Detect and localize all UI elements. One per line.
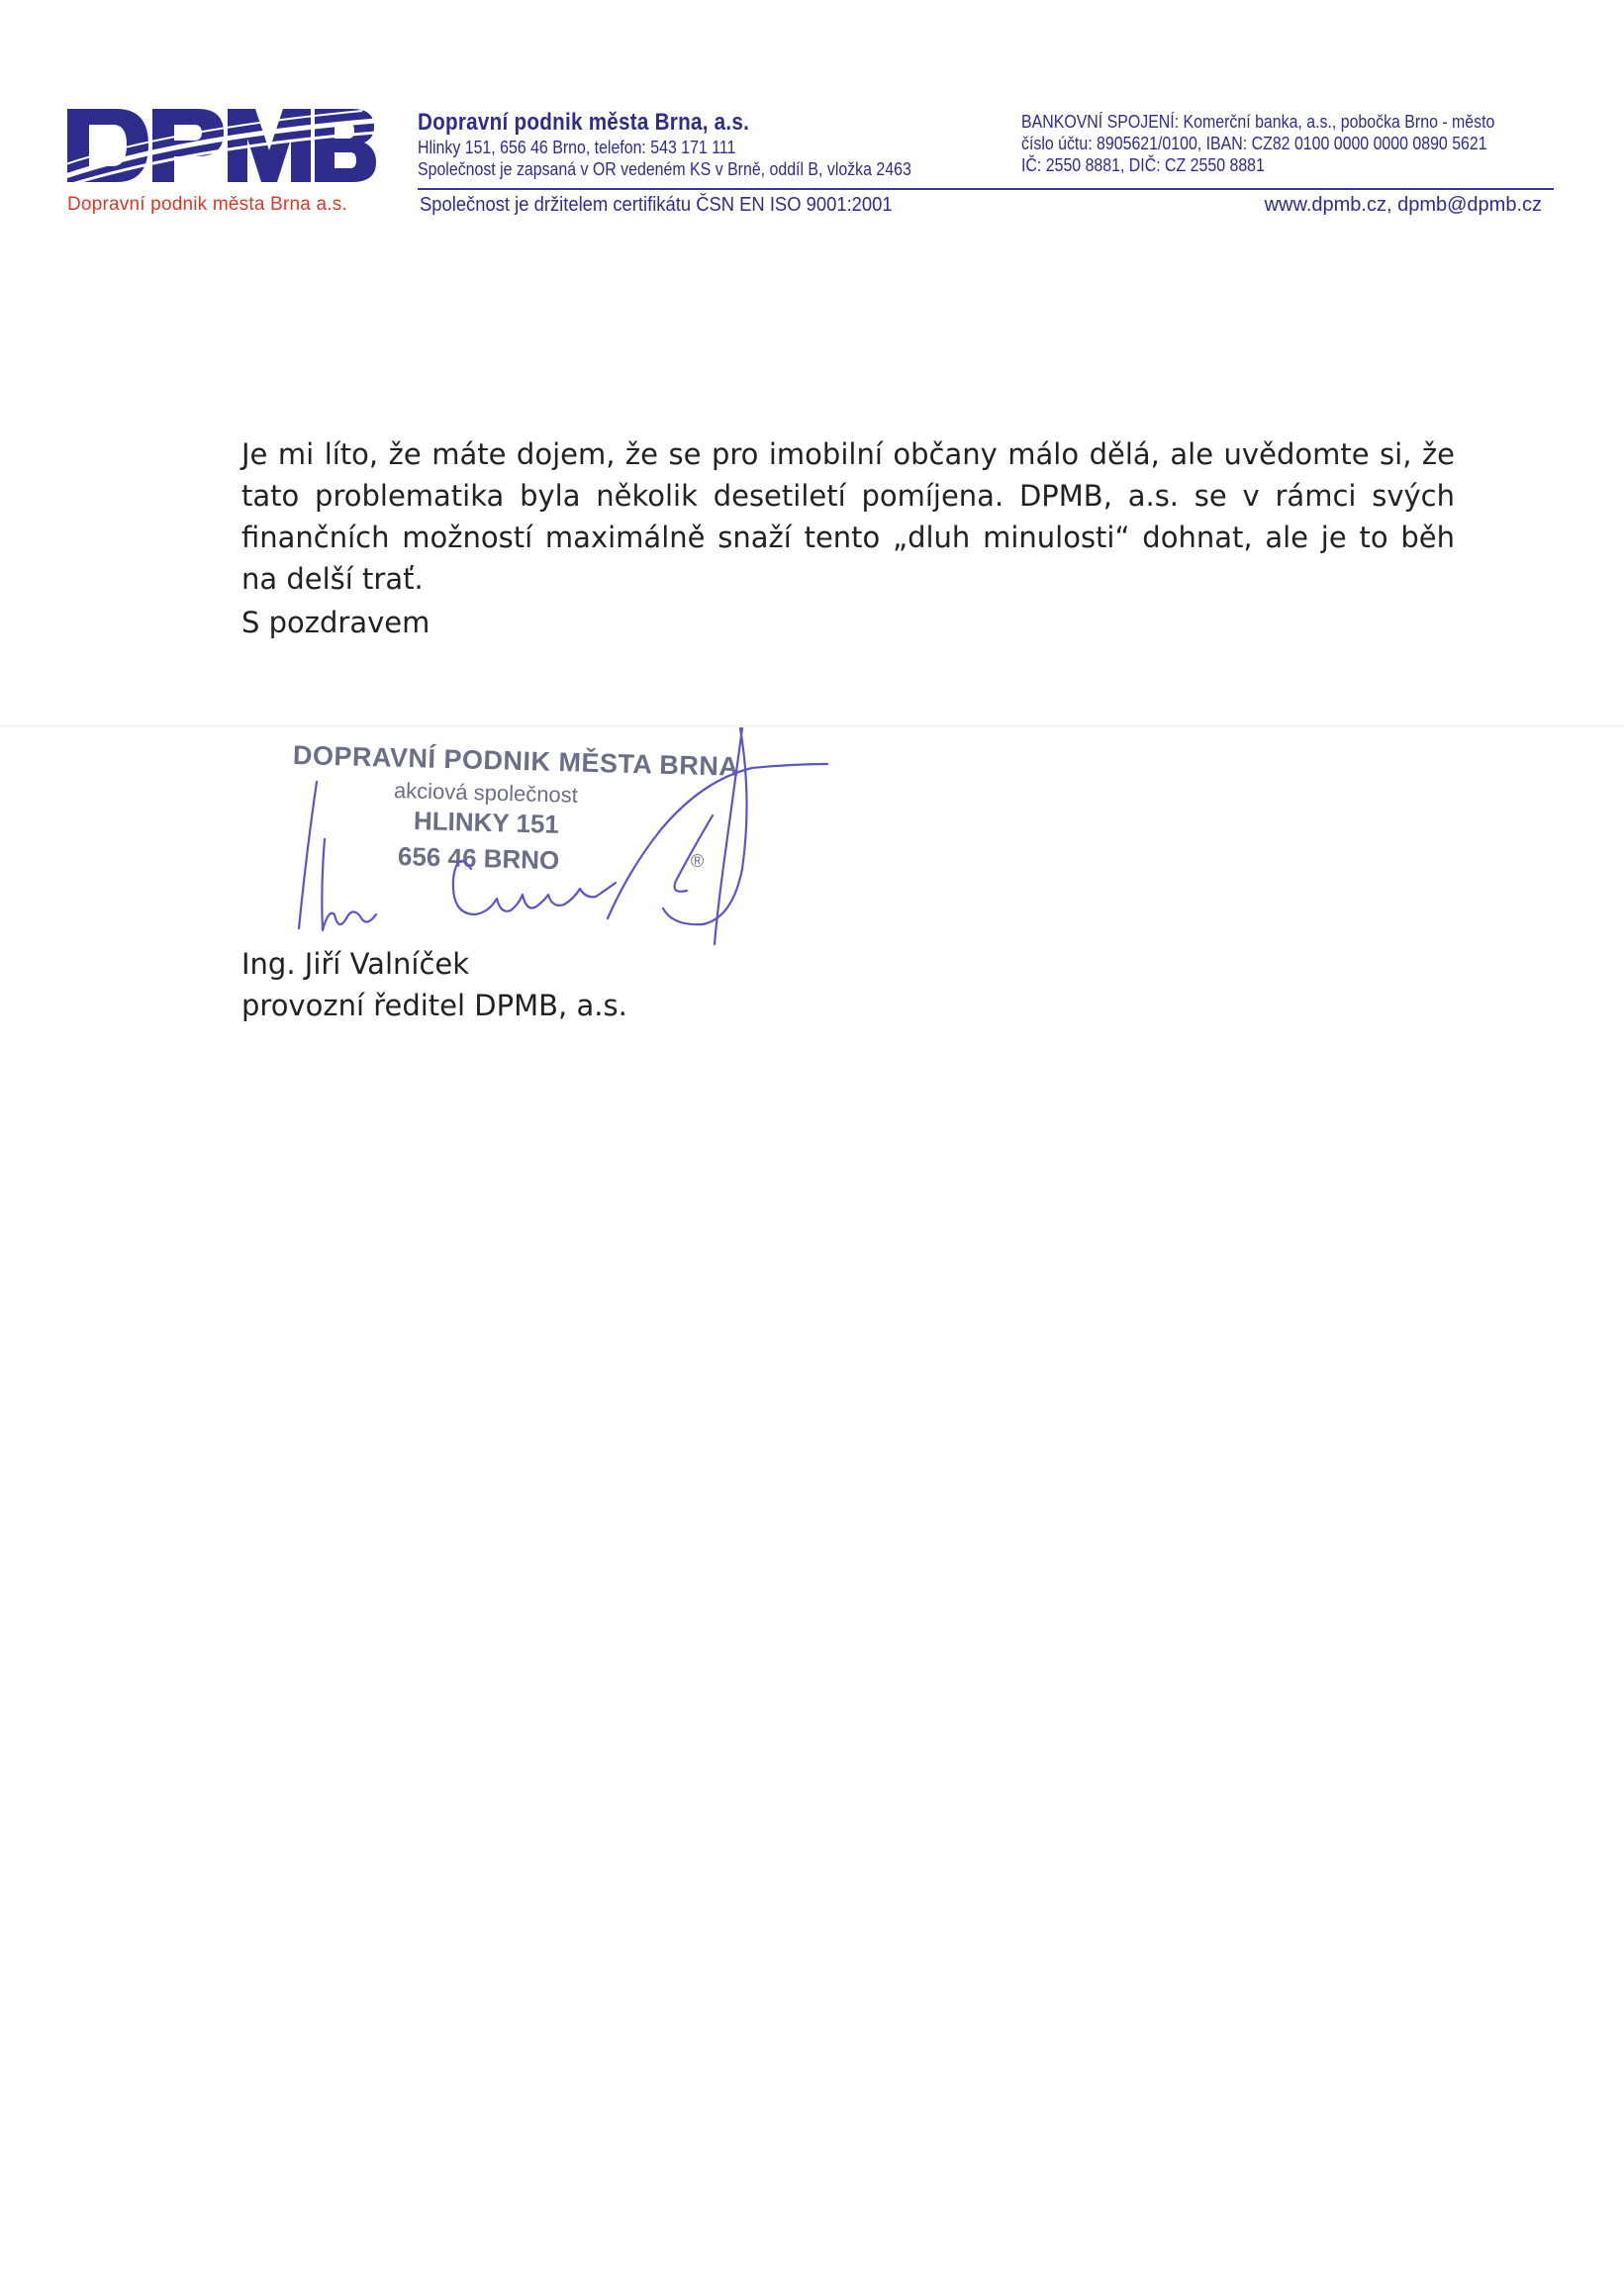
signer-block — [241, 943, 627, 1026]
handwritten-signature — [277, 720, 851, 958]
stamp-registered-mark: ® — [691, 851, 705, 871]
company-name: Dopravní podnik města Brna, a.s. — [418, 109, 750, 136]
signer-name: Ing. Jiří Valníček — [241, 947, 470, 981]
bank-info: BANKOVNÍ SPOJENÍ: Komerční banka, a.s., pobočka Brno - město — [1021, 111, 1495, 132]
stamp-line-3: HLINKY 151 — [413, 806, 560, 839]
company-registry: Společnost je zapsaná v OR vedeném KS v Brně, oddíl B, vložka 2463 — [418, 158, 911, 179]
letter-paragraph: Je mi líto, že máte dojem, že se pro imobilní občany málo dělá, ale uvědomte si, že tato problematika byla několik desetiletí pomíjena. DPMB, a.s. se v rámci svých finančních možností maximálně snaží tento „dluh minulosti“ dohnat, ale je to běh na delší trať. — [241, 437, 1455, 596]
stamp-line-1: DOPRAVNÍ PODNIK MĚSTA BRNA — [292, 740, 739, 782]
logo-caption: Dopravní podnik města Brna a.s. — [67, 194, 347, 215]
stamp-line-4: 656 46 BRNO — [397, 841, 560, 876]
letter-closing: S pozdravem — [241, 606, 430, 639]
letterhead-company-block — [418, 109, 992, 180]
company-address: Hlinky 151, 656 46 Brno, telefon: 543 171 111 — [418, 137, 736, 157]
letterhead-bank-block — [1021, 111, 1576, 176]
account-info: číslo účtu: 8905621/0100, IBAN: CZ82 0100 0000 0000 0890 5621 — [1021, 133, 1487, 153]
letterhead-divider — [418, 188, 1554, 190]
signer-title: provozní ředitel DPMB, a.s. — [241, 989, 627, 1022]
stamp-line-2: akciová společnost — [393, 778, 579, 808]
certificate-line: Společnost je držitelem certifikátu ČSN EN ISO 9001:2001 — [420, 194, 893, 216]
company-ids: IČ: 2550 8881, DIČ: CZ 2550 8881 — [1021, 154, 1265, 175]
web-contact-line: www.dpmb.cz, dpmb@dpmb.cz — [1264, 194, 1542, 216]
